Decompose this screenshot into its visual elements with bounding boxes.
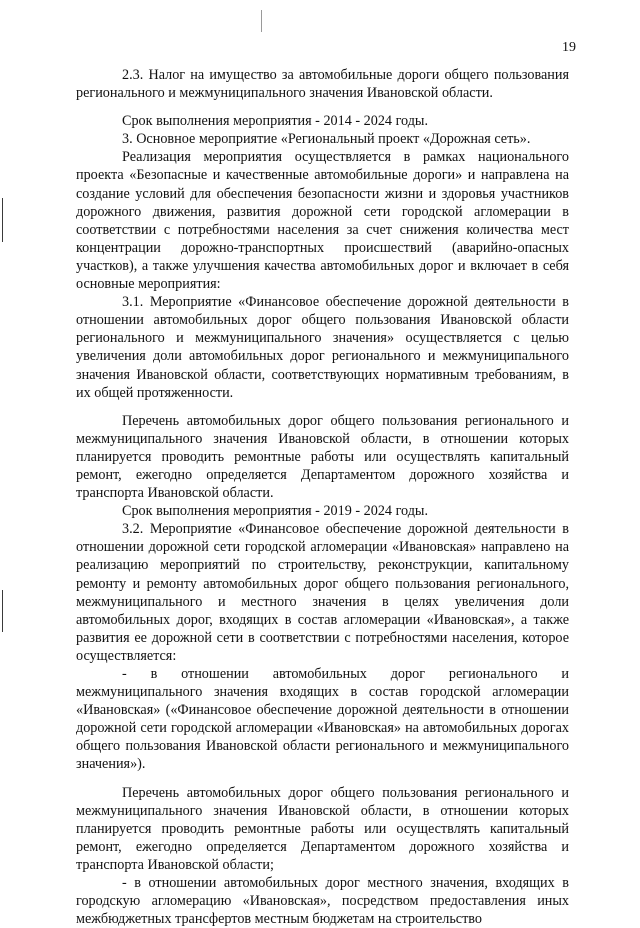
page-number: 19 [562, 40, 576, 55]
paragraph-term-2014-2024: Срок выполнения мероприятия - 2014 - 2024 годы. [122, 113, 429, 130]
scan-artifact-top [261, 10, 262, 32]
paragraph-road-list-2: Перечень автомобильных дорог общего пользования регионального и межмуниципального значения Ивановской области, в отношении которых планируется проводить ремонтные работы или осуществлять капитальный ремонт, ежегодно определяется Департаментом дорожного хозяйства и транспорта Ивановской области; [76, 784, 569, 873]
paragraph-local-roads-bullet: - в отношении автомобильных дорог местного значения, входящих в городскую агломерацию «Ивановская», посредством предоставления иных межбюджетных трансфертов местным бюджетам на строительство [76, 875, 569, 928]
paragraph-3-1-activity: 3.1. Мероприятие «Финансовое обеспечение дорожной деятельности в отношении автомобильных дорог общего пользования Ивановской области регионального и межмуниципального значения» осуществляется с целью увеличения доли автомобильных дорог регионального и межмуниципального значения Ивановской области, соответствующих нормативным требованиям, в их общей протяженности. [76, 294, 569, 401]
paragraph-term-2019-2024: Срок выполнения мероприятия - 2019 - 2024 годы. [122, 503, 429, 520]
scan-artifact-left-upper [2, 198, 3, 242]
scan-artifact-left-lower [2, 590, 3, 632]
paragraph-implementation: Реализация мероприятия осуществляется в рамках национального проекта «Безопасные и качественные автомобильные дороги» и направлена на создание условий для обеспечения безопасности жизни и здоровья участников дорожного движения, развития дорожной сети городской агломерации в соответствии с потребностями населения за счет снижения количества мест концентрации дорожно-транспортных происшествий (аварийно-опасных участков), а также улучшения качества автомобильных дорог и включает в себя основные мероприятия: [76, 149, 569, 293]
paragraph-3-main-activity: 3. Основное мероприятие «Региональный проект «Дорожная сеть». [122, 131, 531, 148]
paragraph-regional-roads-bullet: - в отношении автомобильных дорог регионального и межмуниципального значения входящих в состав городской агломерации «Ивановская» («Финансовое обеспечение дорожной деятельности в отношении дорожной сети городской агломерации «Ивановская» на автомобильных дорогах общего пользования Ивановской области регионального и межмуниципального значения»). [76, 666, 569, 773]
document-body [76, 66, 569, 928]
paragraph-2-3-property-tax: 2.3. Налог на имущество за автомобильные дороги общего пользования регионального и межмуниципального значения Ивановской области. [76, 67, 569, 102]
paragraph-road-list-1: Перечень автомобильных дорог общего пользования регионального и межмуниципального значения Ивановской области, в отношении которых планируется проводить ремонтные работы или осуществлять капитальный ремонт, ежегодно определяется Департаментом дорожного хозяйства и транспорта Ивановской области. [76, 412, 569, 502]
paragraph-3-2-activity: 3.2. Мероприятие «Финансовое обеспечение дорожной деятельности в отношении дорожной сети городской агломерации «Ивановская» направлено на реализацию мероприятий по строительству, реконструкции, капитальному ремонту и ремонту автомобильных дорог общего пользования регионального, межмуниципального и местного значения в целях увеличения доли автомобильных дорог, входящих в состав агломерации «Ивановская», а также развития ее дорожной сети в соответствии с потребностями населения, которое осуществляется: [76, 521, 569, 664]
